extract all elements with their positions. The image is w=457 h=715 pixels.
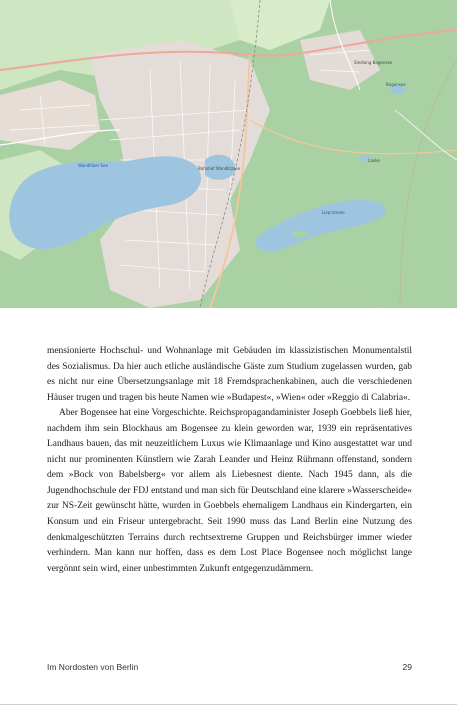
body-text	[47, 344, 412, 577]
map-label-siedlung: Siedlung Bogensee	[354, 60, 393, 65]
map-figure	[0, 0, 457, 308]
map-label-bogensee: Bogensee	[386, 82, 406, 87]
map-label-liepnitzsee: Liepnitzsee	[322, 210, 345, 215]
paragraph-2: Aber Bogensee hat eine Vorgeschichte. Reichspropagandaminister Joseph Goebbels ließ hier, nachdem ihm sein Blockhaus am Bogensee zu klein geworden war, 1939 ein repräsentatives Landhaus bauen, das mit neuzeitlichem Luxus wie Klimaanlage und Kino ausgestattet war und nicht nur prominenten Künstlern wie Zarah Leander und Heinz Rühmann offenstand, sondern dem »Bock von Babelsberg« vor allem als Liebesnest diente. Nach 1945 dann, als die Jugendhochschule der FDJ entstand und man sich für Deutschland eine klarere »Wasserscheide« zur NS-Zeit gewünscht hätte, wurden in Goebbels ehemaligem Landhaus ein Kindergarten, ein Konsum und ein Friseur untergebracht. Seit 1990 muss das Land Berlin eine Nutzung des denkmalgeschützten Terrains durch rechtsextreme Gruppen und Reichsbürger immer wieder verhindern. Man kann nur hoffen, dass es dem Lost Place Bogensee noch möglichst lange vergönnt sein wird, einer unbestimmten Zukunft entgegenzudämmern.	[47, 408, 412, 574]
page-number: 29	[402, 662, 412, 672]
bottom-rule	[0, 704, 457, 705]
map-label-lanke: Lanke	[368, 158, 380, 163]
map-canvas	[0, 0, 457, 308]
running-footer-title: Im Nordosten von Berlin	[47, 662, 139, 672]
map-label-bahnhof: Bahnhof Wandlitzsee	[198, 166, 241, 171]
paragraph-1: mensionierte Hochschul- und Wohnanlage mit Gebäuden im klassizistischen Monumentalstil des Sozialismus. Da hier auch etliche ausländische Gäste zum Studium zugelassen wurden, gab es nicht nur eine Übersetzungsanlage mit 18 Fremdsprachenkabinen, auch die verschiedenen Häuser trugen und tragen bis heute Namen wie »Budapest«, »Wien« oder »Reggio di Calabria«.	[47, 346, 412, 403]
map-label-wandlitzer-see: Wandlitzer See	[78, 163, 108, 168]
